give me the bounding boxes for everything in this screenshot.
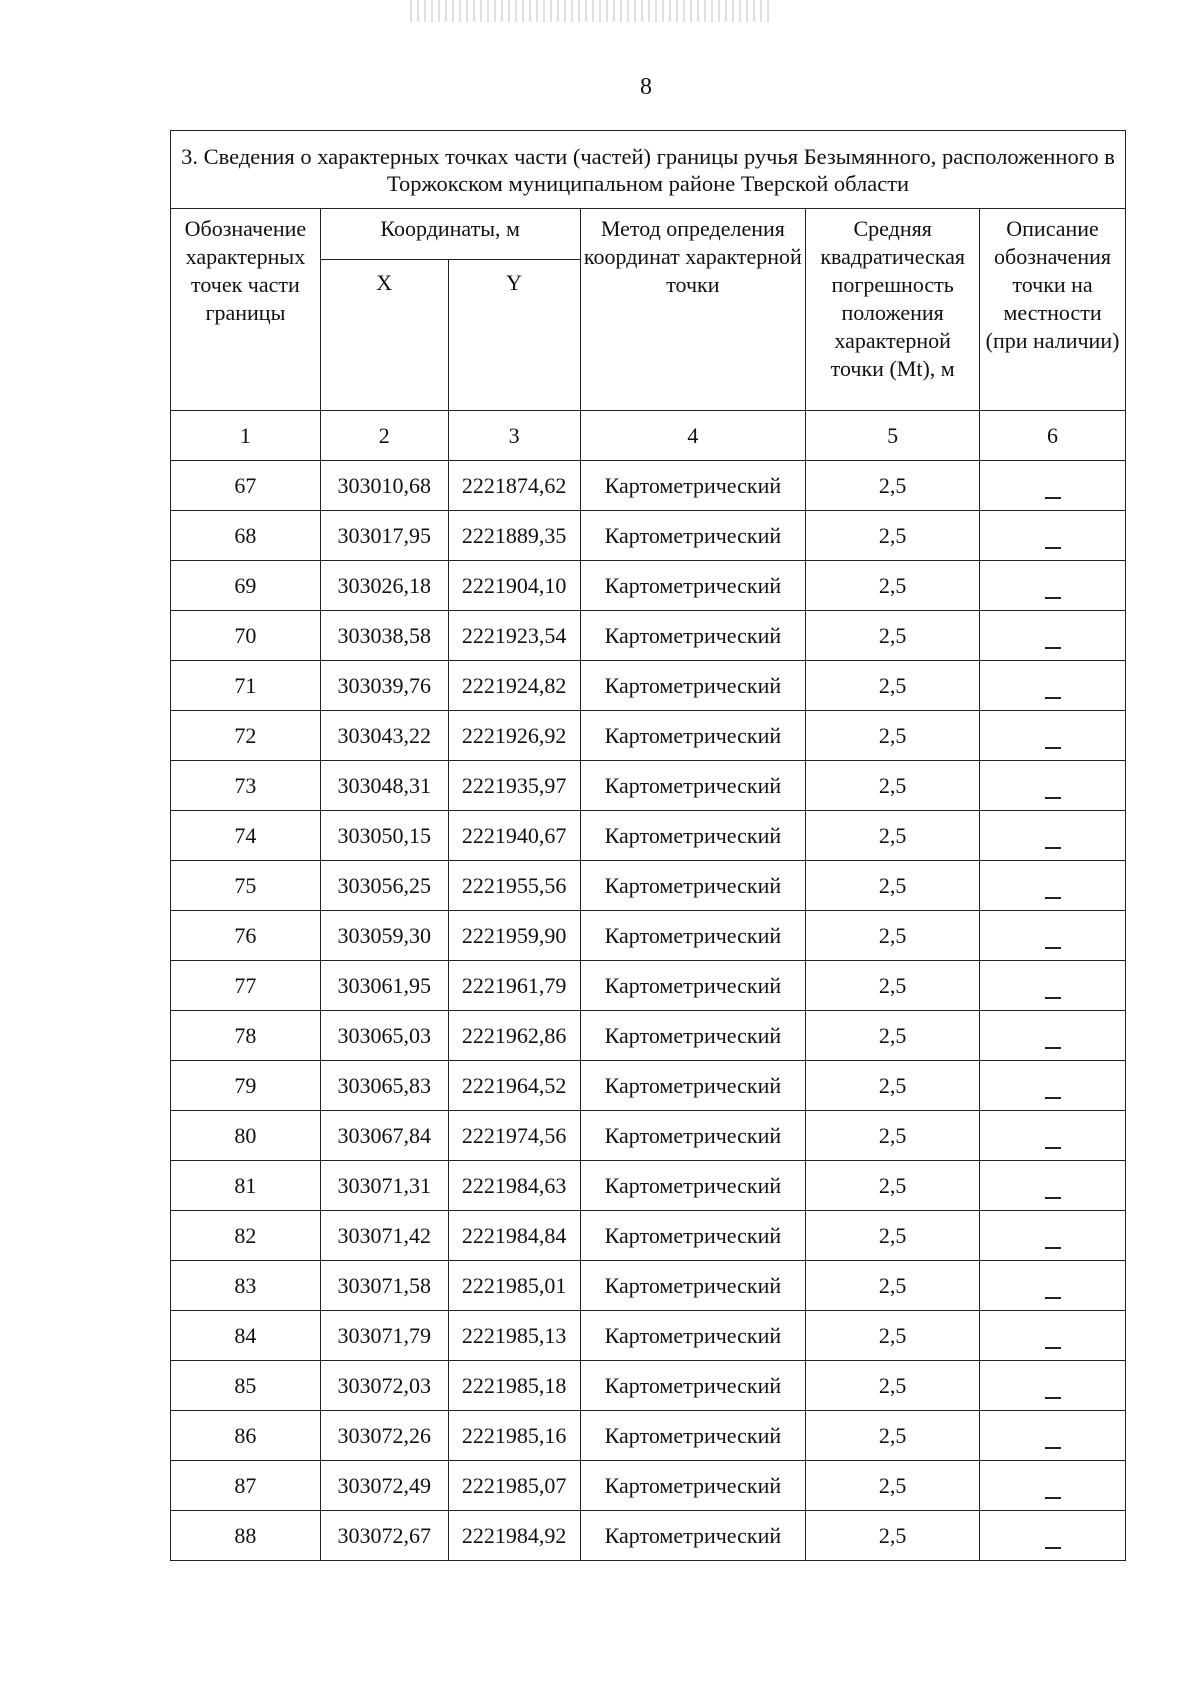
empty-dash	[1045, 1447, 1061, 1449]
header-designation: Обозначение характерных точек части границы	[171, 209, 321, 411]
mt-error-cell: 2,5	[806, 611, 980, 661]
table-row	[171, 1211, 1126, 1261]
point-number-cell: 72	[171, 711, 321, 761]
empty-dash	[1045, 497, 1061, 499]
description-cell	[980, 711, 1126, 761]
table-row	[171, 1361, 1126, 1411]
x-coordinate-cell: 303038,58	[320, 611, 448, 661]
point-number-cell: 88	[171, 1511, 321, 1561]
x-coordinate-cell: 303048,31	[320, 761, 448, 811]
y-coordinate-cell: 2221923,54	[448, 611, 580, 661]
x-coordinate-cell: 303071,42	[320, 1211, 448, 1261]
mt-error-cell: 2,5	[806, 661, 980, 711]
point-number-cell: 81	[171, 1161, 321, 1211]
empty-dash	[1045, 1047, 1061, 1049]
y-coordinate-cell: 2221962,86	[448, 1011, 580, 1061]
description-cell	[980, 1361, 1126, 1411]
description-cell	[980, 911, 1126, 961]
description-cell	[980, 461, 1126, 511]
y-coordinate-cell: 2221904,10	[448, 561, 580, 611]
y-coordinate-cell: 2221984,63	[448, 1161, 580, 1211]
x-coordinate-cell: 303065,83	[320, 1061, 448, 1111]
x-coordinate-cell: 303071,79	[320, 1311, 448, 1361]
mt-error-cell: 2,5	[806, 711, 980, 761]
table-row	[171, 811, 1126, 861]
y-coordinate-cell: 2221924,82	[448, 661, 580, 711]
mt-error-cell: 2,5	[806, 1311, 980, 1361]
point-number-cell: 79	[171, 1061, 321, 1111]
x-coordinate-cell: 303065,03	[320, 1011, 448, 1061]
description-cell	[980, 761, 1126, 811]
characteristic-points-table	[170, 130, 1126, 1561]
point-number-cell: 83	[171, 1261, 321, 1311]
empty-dash	[1045, 797, 1061, 799]
point-number-cell: 71	[171, 661, 321, 711]
table-row	[171, 761, 1126, 811]
point-number-cell: 77	[171, 961, 321, 1011]
method-cell: Картометрический	[580, 1211, 806, 1261]
y-coordinate-cell: 2221985,07	[448, 1461, 580, 1511]
y-coordinate-cell: 2221926,92	[448, 711, 580, 761]
x-coordinate-cell: 303017,95	[320, 511, 448, 561]
method-cell: Картометрический	[580, 861, 806, 911]
table-row	[171, 861, 1126, 911]
empty-dash	[1045, 697, 1061, 699]
description-cell	[980, 1161, 1126, 1211]
description-cell	[980, 611, 1126, 661]
empty-dash	[1045, 1197, 1061, 1199]
method-cell: Картометрический	[580, 911, 806, 961]
description-cell	[980, 961, 1126, 1011]
column-number-row	[171, 411, 1126, 461]
y-coordinate-cell: 2221961,79	[448, 961, 580, 1011]
empty-dash	[1045, 1497, 1061, 1499]
mt-error-cell: 2,5	[806, 1461, 980, 1511]
column-number: 3	[448, 411, 580, 461]
header-coordinates: Координаты, м	[320, 209, 580, 260]
mt-error-cell: 2,5	[806, 1411, 980, 1461]
table-row	[171, 461, 1126, 511]
x-coordinate-cell: 303061,95	[320, 961, 448, 1011]
method-cell: Картометрический	[580, 761, 806, 811]
empty-dash	[1045, 1547, 1061, 1549]
y-coordinate-cell: 2221984,92	[448, 1511, 580, 1561]
x-coordinate-cell: 303071,31	[320, 1161, 448, 1211]
point-number-cell: 75	[171, 861, 321, 911]
column-number: 4	[580, 411, 806, 461]
header-error: Средняя квадратическая погрешность положения характерной точки (Mt), м	[806, 209, 980, 411]
empty-dash	[1045, 747, 1061, 749]
description-cell	[980, 1511, 1126, 1561]
method-cell: Картометрический	[580, 511, 806, 561]
point-number-cell: 69	[171, 561, 321, 611]
header-method: Метод определения координат характерной точки	[580, 209, 806, 411]
header-x: X	[320, 260, 448, 411]
method-cell: Картометрический	[580, 711, 806, 761]
table-row	[171, 1061, 1126, 1111]
table-row	[171, 1511, 1126, 1561]
empty-dash	[1045, 647, 1061, 649]
y-coordinate-cell: 2221940,67	[448, 811, 580, 861]
y-coordinate-cell: 2221985,16	[448, 1411, 580, 1461]
column-number: 5	[806, 411, 980, 461]
empty-dash	[1045, 897, 1061, 899]
table-row	[171, 561, 1126, 611]
y-coordinate-cell: 2221985,13	[448, 1311, 580, 1361]
description-cell	[980, 811, 1126, 861]
empty-dash	[1045, 1147, 1061, 1149]
x-coordinate-cell: 303072,49	[320, 1461, 448, 1511]
empty-dash	[1045, 1297, 1061, 1299]
column-number: 1	[171, 411, 321, 461]
method-cell: Картометрический	[580, 611, 806, 661]
empty-dash	[1045, 1247, 1061, 1249]
mt-error-cell: 2,5	[806, 561, 980, 611]
mt-error-cell: 2,5	[806, 511, 980, 561]
x-coordinate-cell: 303059,30	[320, 911, 448, 961]
method-cell: Картометрический	[580, 461, 806, 511]
table-row	[171, 1461, 1126, 1511]
table-row	[171, 911, 1126, 961]
y-coordinate-cell: 2221959,90	[448, 911, 580, 961]
table-row	[171, 1161, 1126, 1211]
point-number-cell: 70	[171, 611, 321, 661]
mt-error-cell: 2,5	[806, 961, 980, 1011]
description-cell	[980, 1111, 1126, 1161]
description-cell	[980, 1211, 1126, 1261]
x-coordinate-cell: 303043,22	[320, 711, 448, 761]
mt-error-cell: 2,5	[806, 761, 980, 811]
empty-dash	[1045, 1347, 1061, 1349]
mt-error-cell: 2,5	[806, 1361, 980, 1411]
empty-dash	[1045, 1397, 1061, 1399]
table-row	[171, 661, 1126, 711]
table-row	[171, 511, 1126, 561]
column-number: 6	[980, 411, 1126, 461]
point-number-cell: 74	[171, 811, 321, 861]
empty-dash	[1045, 847, 1061, 849]
header-description: Описание обозначения точки на местности (при наличии)	[980, 209, 1126, 411]
point-number-cell: 80	[171, 1111, 321, 1161]
table-row	[171, 1011, 1126, 1061]
point-number-cell: 73	[171, 761, 321, 811]
point-number-cell: 67	[171, 461, 321, 511]
method-cell: Картометрический	[580, 561, 806, 611]
page-number: 8	[640, 74, 652, 100]
description-cell	[980, 1311, 1126, 1361]
method-cell: Картометрический	[580, 1311, 806, 1361]
method-cell: Картометрический	[580, 961, 806, 1011]
x-coordinate-cell: 303050,15	[320, 811, 448, 861]
scan-artifact	[410, 0, 770, 22]
description-cell	[980, 1011, 1126, 1061]
mt-error-cell: 2,5	[806, 1161, 980, 1211]
y-coordinate-cell: 2221889,35	[448, 511, 580, 561]
mt-error-cell: 2,5	[806, 1511, 980, 1561]
table-row	[171, 1261, 1126, 1311]
description-cell	[980, 1261, 1126, 1311]
point-number-cell: 76	[171, 911, 321, 961]
method-cell: Картометрический	[580, 811, 806, 861]
method-cell: Картометрический	[580, 1061, 806, 1111]
x-coordinate-cell: 303067,84	[320, 1111, 448, 1161]
point-number-cell: 86	[171, 1411, 321, 1461]
description-cell	[980, 561, 1126, 611]
mt-error-cell: 2,5	[806, 861, 980, 911]
mt-error-cell: 2,5	[806, 1111, 980, 1161]
method-cell: Картометрический	[580, 661, 806, 711]
table-title: 3. Сведения о характерных точках части (частей) границы ручья Безымянного, расположенного в Торжокском муниципальном районе Тверской области	[171, 131, 1126, 209]
table-row	[171, 1411, 1126, 1461]
method-cell: Картометрический	[580, 1161, 806, 1211]
x-coordinate-cell: 303072,67	[320, 1511, 448, 1561]
mt-error-cell: 2,5	[806, 1261, 980, 1311]
table-row	[171, 961, 1126, 1011]
method-cell: Картометрический	[580, 1011, 806, 1061]
y-coordinate-cell: 2221985,18	[448, 1361, 580, 1411]
table-row	[171, 611, 1126, 661]
description-cell	[980, 1411, 1126, 1461]
point-number-cell: 78	[171, 1011, 321, 1061]
y-coordinate-cell: 2221935,97	[448, 761, 580, 811]
empty-dash	[1045, 597, 1061, 599]
method-cell: Картометрический	[580, 1261, 806, 1311]
x-coordinate-cell: 303072,03	[320, 1361, 448, 1411]
mt-error-cell: 2,5	[806, 461, 980, 511]
table-row	[171, 1111, 1126, 1161]
empty-dash	[1045, 997, 1061, 999]
mt-error-cell: 2,5	[806, 811, 980, 861]
y-coordinate-cell: 2221974,56	[448, 1111, 580, 1161]
mt-error-cell: 2,5	[806, 1011, 980, 1061]
point-number-cell: 85	[171, 1361, 321, 1411]
method-cell: Картометрический	[580, 1411, 806, 1461]
description-cell	[980, 661, 1126, 711]
y-coordinate-cell: 2221964,52	[448, 1061, 580, 1111]
header-y: Y	[448, 260, 580, 411]
x-coordinate-cell: 303026,18	[320, 561, 448, 611]
point-number-cell: 68	[171, 511, 321, 561]
x-coordinate-cell: 303010,68	[320, 461, 448, 511]
point-number-cell: 87	[171, 1461, 321, 1511]
table-row	[171, 711, 1126, 761]
description-cell	[980, 511, 1126, 561]
description-cell	[980, 861, 1126, 911]
column-number: 2	[320, 411, 448, 461]
method-cell: Картометрический	[580, 1111, 806, 1161]
description-cell	[980, 1461, 1126, 1511]
point-number-cell: 82	[171, 1211, 321, 1261]
point-number-cell: 84	[171, 1311, 321, 1361]
x-coordinate-cell: 303072,26	[320, 1411, 448, 1461]
method-cell: Картометрический	[580, 1461, 806, 1511]
empty-dash	[1045, 1097, 1061, 1099]
table-row	[171, 1311, 1126, 1361]
method-cell: Картометрический	[580, 1361, 806, 1411]
x-coordinate-cell: 303039,76	[320, 661, 448, 711]
x-coordinate-cell: 303071,58	[320, 1261, 448, 1311]
mt-error-cell: 2,5	[806, 1061, 980, 1111]
x-coordinate-cell: 303056,25	[320, 861, 448, 911]
empty-dash	[1045, 947, 1061, 949]
mt-error-cell: 2,5	[806, 911, 980, 961]
mt-error-cell: 2,5	[806, 1211, 980, 1261]
method-cell: Картометрический	[580, 1511, 806, 1561]
y-coordinate-cell: 2221985,01	[448, 1261, 580, 1311]
y-coordinate-cell: 2221955,56	[448, 861, 580, 911]
y-coordinate-cell: 2221874,62	[448, 461, 580, 511]
description-cell	[980, 1061, 1126, 1111]
empty-dash	[1045, 547, 1061, 549]
y-coordinate-cell: 2221984,84	[448, 1211, 580, 1261]
